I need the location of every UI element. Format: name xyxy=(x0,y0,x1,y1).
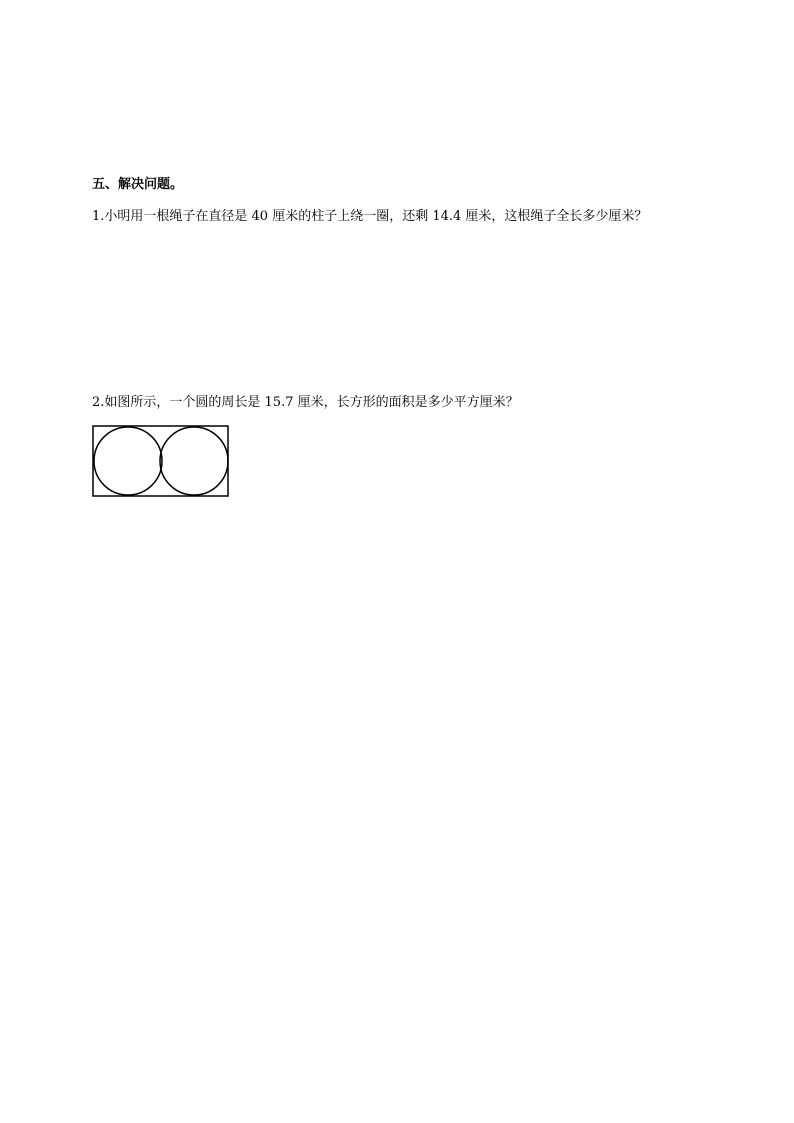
figure-svg xyxy=(92,425,230,499)
section-heading: 五、解决问题。 xyxy=(92,177,184,192)
question-1-text: 1.小明用一根绳子在直径是 40 厘米的柱子上绕一圈，还剩 14.4 厘米，这根绳子全长多少厘米？ xyxy=(92,209,648,224)
rectangle-two-circles-figure xyxy=(92,425,230,499)
question-2-text: 2.如图所示，一个圆的周长是 15.7 厘米，长方形的面积是多少平方厘米？ xyxy=(92,395,519,410)
figure-circle-left xyxy=(94,427,162,495)
figure-circle-right xyxy=(160,427,228,495)
